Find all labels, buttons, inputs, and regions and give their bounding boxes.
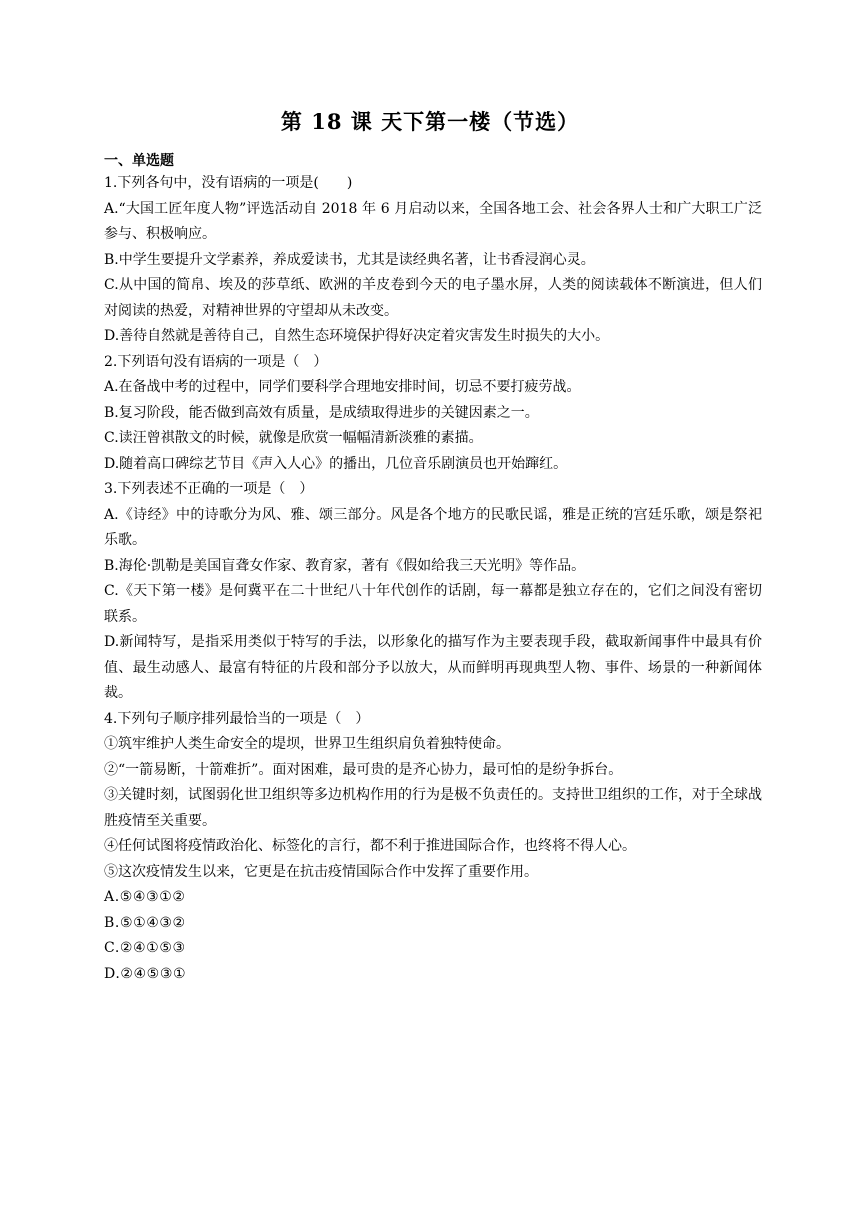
numbered-sentence-4: ④任何试图将疫情政治化、标签化的言行，都不利于推进国际合作，也终将不得人心。	[104, 838, 636, 854]
answer-option-b: B.复习阶段，能否做到高效有质量，是成绩取得进步的关键因素之一。	[104, 404, 539, 421]
answer-option-b: B.中学生要提升文学素养，养成爱读书，尤其是读经典名著，让书香浸润心灵。	[104, 251, 595, 268]
answer-option-b: B.海伦·凯勒是美国盲聋女作家、教育家，著有《假如给我三天光明》等作品。	[104, 557, 586, 574]
answer-option-d: D.善待自然就是善待自己，自然生态环境保护得好决定着灾害发生时损失的大小。	[104, 328, 610, 344]
answer-option-d: D.随着高口碑综艺节目《声入人心》的播出，几位音乐剧演员也开始蹿红。	[104, 455, 568, 472]
question-4	[104, 707, 762, 988]
question-stem: 4.下列句子顺序排列最恰当的一项是（ ）	[104, 710, 370, 727]
answer-option-a: A.⑤④③①②	[104, 889, 186, 905]
question-stem: 1.下列各句中，没有语病的一项是( )	[104, 175, 353, 191]
question-stem: 3.下列表述不正确的一项是（ ）	[104, 481, 314, 497]
question-3	[104, 477, 762, 707]
answer-option-c: C.从中国的简帛、埃及的莎草纸、欧洲的羊皮卷到今天的电子墨水屏，人类的阅读载体不断演进，但人们对阅读的热爱，对精神世界的守望却从未改变。	[104, 277, 762, 319]
answer-option-a: A.《诗经》中的诗歌分为风、雅、颂三部分。风是各个地方的民歌民谣，雅是正统的宫廷乐歌，颂是祭祀乐歌。	[104, 506, 762, 548]
answer-option-b: B.⑤①④③②	[104, 914, 186, 931]
numbered-sentence-1: ①筑牢维护人类生命安全的堤坝，世界卫生组织肩负着独特使命。	[104, 736, 510, 752]
answer-option-a: A.“大国工匠年度人物”评选活动自 2018 年 6 月启动以来，全国各地工会、社会各界人士和广大职工广泛参与、积极响应。	[104, 200, 762, 242]
numbered-sentence-3: ③关键时刻，试图弱化世卫组织等多边机构作用的行为是极不负责任的。支持世卫组织的工作，对于全球战胜疫情至关重要。	[104, 787, 762, 829]
section-heading: 一、单选题	[104, 153, 174, 169]
question-2	[104, 350, 762, 478]
answer-option-c: C.《天下第一楼》是何冀平在二十世纪八十年代创作的话剧，每一幕都是独立存在的，它们之间没有密切联系。	[104, 583, 762, 625]
answer-option-d: D.新闻特写，是指采用类似于特写的手法，以形象化的描写作为主要表现手段，截取新闻事件中最具有价值、最生动感人、最富有特征的片段和部分予以放大，从而鲜明再现典型人物、事件、场景的一种新闻体裁。	[104, 634, 762, 701]
numbered-sentence-5: ⑤这次疫情发生以来，它更是在抗击疫情国际合作中发挥了重要作用。	[104, 863, 538, 880]
numbered-sentence-2: ②“一箭易断，十箭难折”。面对困难，最可贵的是齐心协力，最可怕的是纷争拆台。	[104, 761, 623, 778]
document-body	[104, 152, 762, 987]
answer-option-c: C.读汪曾祺散文的时候，就像是欣赏一幅幅清新淡雅的素描。	[104, 430, 483, 446]
answer-option-d: D.②④⑤③①	[104, 965, 187, 982]
page-title: 第 18 课 天下第一楼（节选）	[280, 109, 580, 134]
answer-option-c: C.②④①⑤③	[104, 940, 186, 956]
answer-option-a: A.在备战中考的过程中，同学们要科学合理地安排时间，切忌不要打疲劳战。	[104, 379, 581, 395]
question-stem: 2.下列语句没有语病的一项是（ ）	[104, 353, 328, 370]
question-1	[104, 171, 762, 350]
